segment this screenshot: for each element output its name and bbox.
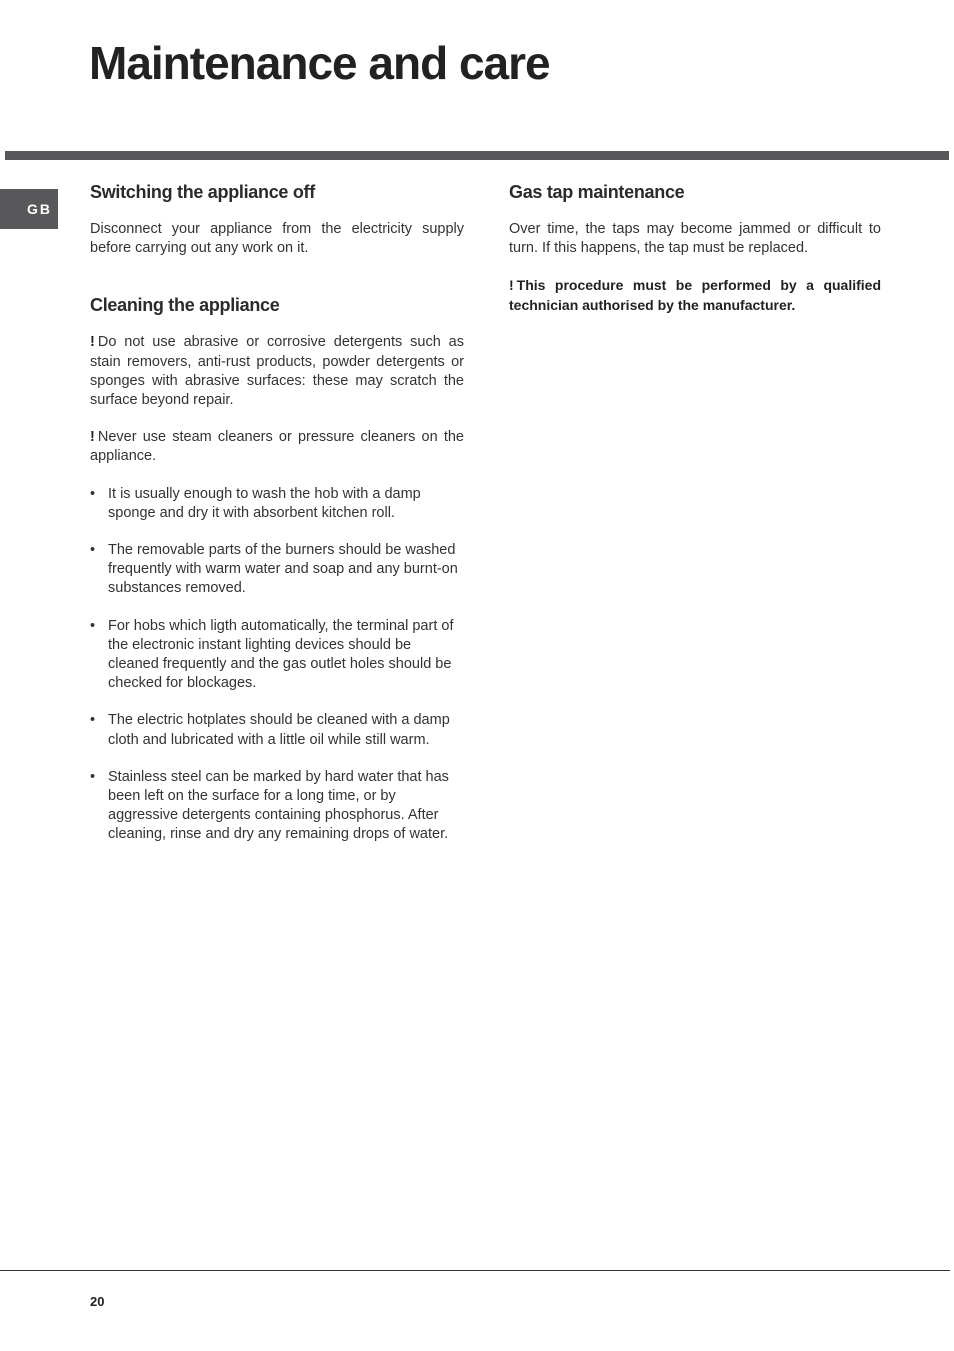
cleaning-warning-1 xyxy=(90,333,464,410)
list-item: • For hobs which ligth automatically, the terminal part of the electronic instant lighting devices should be cleaned frequently and the gas outlet holes should be checked for blockages. xyxy=(90,617,454,692)
footer-divider xyxy=(0,1270,950,1271)
page-title: Maintenance and care xyxy=(89,37,550,89)
list-item: • It is usually enough to wash the hob with a damp sponge and dry it with absorbent kitchen roll. xyxy=(90,485,421,521)
cleaning-tips-list xyxy=(90,485,464,845)
gas-tap-warning-text: This procedure must be performed by a qualified technician authorised by the manufacturer. xyxy=(509,277,881,313)
cleaning-warning-1-text: Do not use abrasive or corrosive detergents such as stain removers, anti-rust products, powder detergents or sponges with abrasive surfaces: these may scratch the surface beyond repair. xyxy=(90,334,464,409)
right-column xyxy=(509,180,881,315)
bullet-icon: • xyxy=(90,542,96,559)
warning-mark: ! xyxy=(509,277,514,294)
list-item: • The electric hotplates should be cleaned with a damp cloth and lubricated with a little oil while still warm. xyxy=(90,712,450,748)
language-tab: GB xyxy=(0,189,58,229)
header-divider xyxy=(5,151,949,160)
page-number: 20 xyxy=(90,1294,105,1309)
warning-mark: ! xyxy=(90,334,95,351)
cleaning-heading: Cleaning the appliance xyxy=(90,295,280,316)
bullet-icon: • xyxy=(90,768,96,785)
left-column xyxy=(90,180,464,863)
list-item: • Stainless steel can be marked by hard water that has been left on the surface for a long time, or by aggressive detergents containing phosphorus. After cleaning, rinse and dry any remaining drops of water. xyxy=(90,768,449,843)
gas-tap-warning xyxy=(509,276,881,314)
bullet-icon: • xyxy=(90,485,96,502)
switching-off-heading: Switching the appliance off xyxy=(90,182,315,202)
cleaning-warning-2 xyxy=(90,428,464,466)
cleaning-warning-2-text: Never use steam cleaners or pressure cleaners on the appliance. xyxy=(90,429,464,465)
gas-tap-heading: Gas tap maintenance xyxy=(509,182,685,202)
bullet-icon: • xyxy=(90,617,96,634)
list-item: • The removable parts of the burners should be washed frequently with warm water and soap and any burnt-on substances removed. xyxy=(90,542,458,597)
bullet-icon: • xyxy=(90,712,96,729)
gas-tap-text: Over time, the taps may become jammed or difficult to turn. If this happens, the tap must be replaced. xyxy=(509,221,881,257)
switching-off-text: Disconnect your appliance from the electricity supply before carrying out any work on it. xyxy=(90,221,464,257)
warning-mark: ! xyxy=(90,429,95,446)
